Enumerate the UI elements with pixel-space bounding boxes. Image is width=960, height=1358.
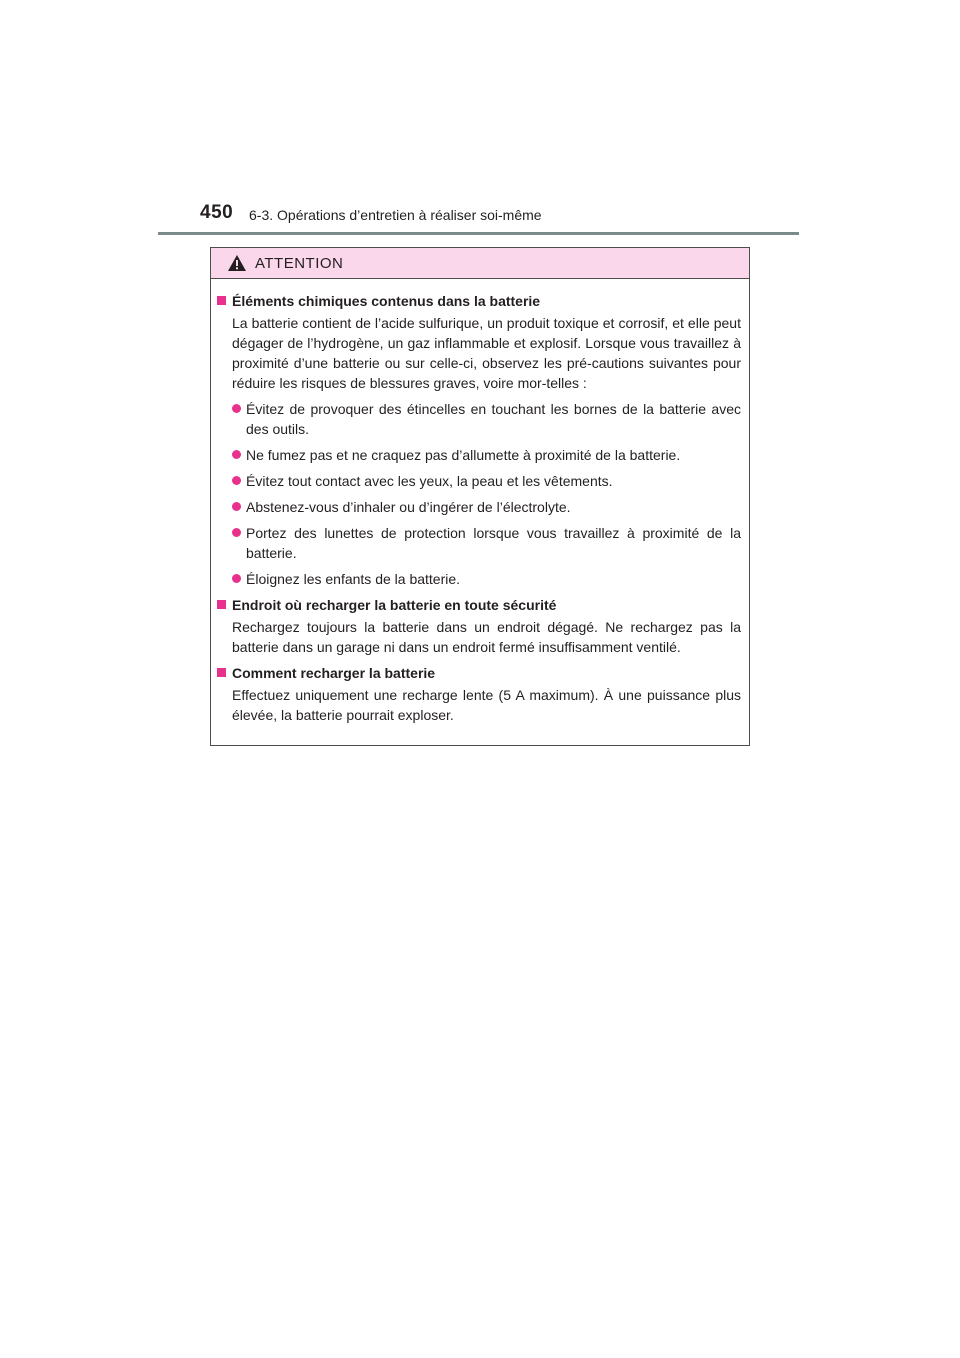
square-bullet-icon bbox=[217, 296, 226, 305]
dot-bullet-icon bbox=[232, 476, 241, 485]
list-item: Évitez de provoquer des étincelles en touchant les bornes de la batterie avec des outils. bbox=[217, 399, 741, 439]
dot-bullet-icon bbox=[232, 502, 241, 511]
list-item: Portez des lunettes de protection lorsque vous travaillez à proximité de la batterie. bbox=[217, 523, 741, 563]
list-item: Éloignez les enfants de la batterie. bbox=[217, 569, 741, 589]
header-rule bbox=[158, 232, 799, 235]
section-heading: Endroit où recharger la batterie en toute sécurité bbox=[232, 597, 557, 613]
list-item: Évitez tout contact avec les yeux, la peau et les vêtements. bbox=[217, 471, 741, 491]
caution-section-how-to-charge bbox=[217, 663, 741, 725]
list-item: Abstenez-vous d’inhaler ou d’ingérer de l’électrolyte. bbox=[217, 497, 741, 517]
list-item: Ne fumez pas et ne craquez pas d’allumette à proximité de la batterie. bbox=[217, 445, 741, 465]
caution-header bbox=[211, 248, 749, 279]
warning-triangle-icon bbox=[227, 254, 247, 272]
section-heading: Éléments chimiques contenus dans la batterie bbox=[232, 293, 541, 309]
caution-section-chemicals bbox=[217, 291, 741, 589]
section-heading: Comment recharger la batterie bbox=[232, 665, 436, 681]
section-text: Effectuez uniquement une recharge lente (5 A maximum). À une puissance plus élevée, la batterie pourrait exploser. bbox=[232, 687, 741, 723]
section-text: Rechargez toujours la batterie dans un endroit dégagé. Ne rechargez pas la batterie dans un garage ni dans un endroit fermé insuffisamment ventilé. bbox=[232, 619, 741, 655]
dot-bullet-icon bbox=[232, 528, 241, 537]
square-bullet-icon bbox=[217, 600, 226, 609]
page-number: 450 bbox=[200, 202, 234, 223]
caution-title: ATTENTION bbox=[255, 254, 344, 272]
caution-section-charging-location bbox=[217, 595, 741, 657]
dot-bullet-icon bbox=[232, 404, 241, 413]
caution-body bbox=[211, 279, 749, 725]
section-text: La batterie contient de l’acide sulfurique, un produit toxique et corrosif, et elle peut dégager de l’hydrogène, un gaz inflammable et explosif. Lorsque vous travaillez à proximité d’une batterie ou sur celle-ci, observez les pré-cautions suivantes pour réduire les risques de blessures graves, voire mor-telles : bbox=[232, 315, 741, 391]
square-bullet-icon bbox=[217, 668, 226, 677]
section-title: 6-3. Opérations d’entretien à réaliser soi-même bbox=[249, 207, 542, 223]
dot-bullet-icon bbox=[232, 574, 241, 583]
dot-bullet-icon bbox=[232, 450, 241, 459]
caution-box bbox=[210, 247, 750, 746]
